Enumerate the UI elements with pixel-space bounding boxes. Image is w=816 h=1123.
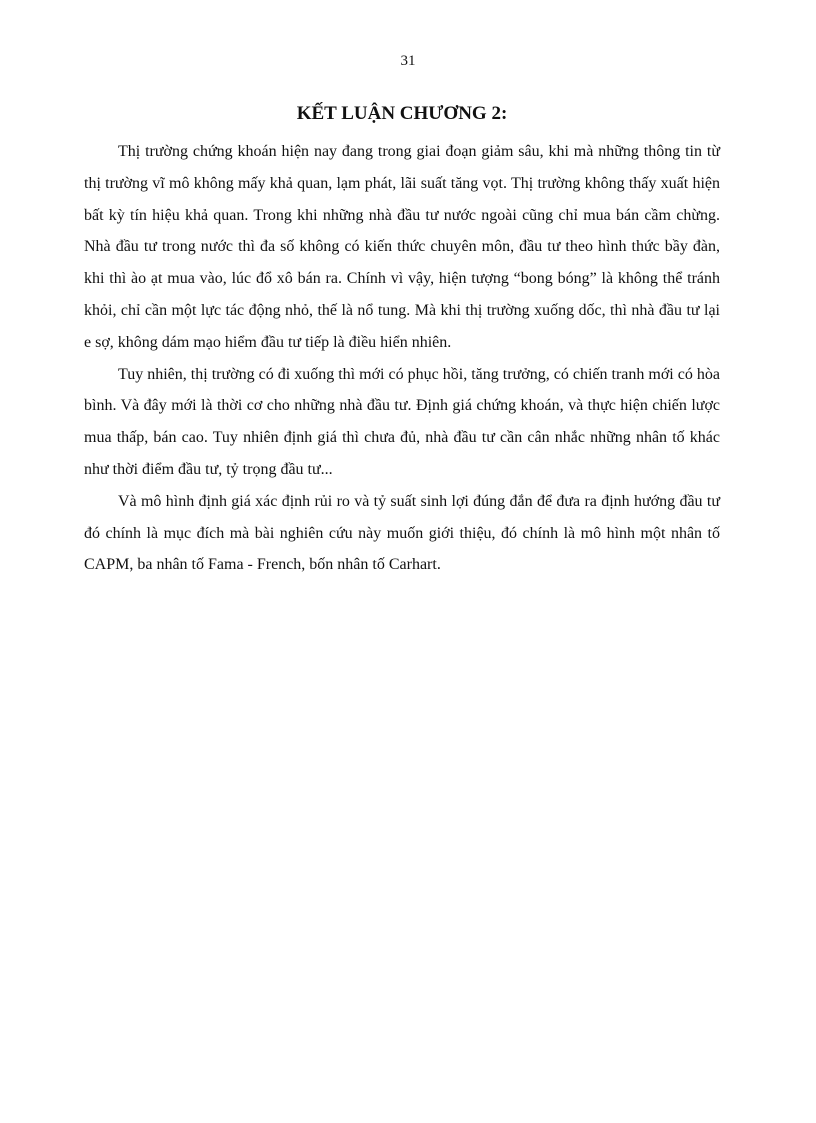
page-number: 31 [400, 53, 416, 69]
paragraph-research-purpose: Và mô hình định giá xác định rủi ro và tỷ suất sinh lợi đúng đắn để đưa ra định hướng đầu tư đó chính là mục đích mà bài nghiên cứu này muốn giới thiệu, đó chính là mô hình một nhân tố CAPM, ba nhân tố Fama - French, bốn nhân tố Carhart. [84, 492, 720, 574]
page-content [84, 102, 720, 581]
paragraph-market-situation: Thị trường chứng khoán hiện nay đang trong giai đoạn giảm sâu, khi mà những thông tin từ thị trường vĩ mô không mấy khả quan, lạm phát, lãi suất tăng vọt. Thị trường không thấy xuất hiện bất kỳ tín hiệu khả quan. Trong khi những nhà đầu tư nước ngoài cũng chỉ mua bán cầm chừng. Nhà đầu tư trong nước thì đa số không có kiến thức chuyên môn, đầu tư theo hình thức bầy đàn, khi thì ào ạt mua vào, lúc đổ xô bán ra. Chính vì vậy, hiện tượng “bong bóng” là không thể tránh khỏi, chỉ cần một lực tác động nhỏ, thế là nổ tung. Mà khi thị trường xuống dốc, thì nhà đầu tư lại e sợ, không dám mạo hiểm đầu tư tiếp là điều hiển nhiên. [84, 143, 720, 351]
paragraph-opportunity: Tuy nhiên, thị trường có đi xuống thì mới có phục hồi, tăng trưởng, có chiến tranh mới có hòa bình. Và đây mới là thời cơ cho những nhà đầu tư. Định giá chứng khoán, và thực hiện chiến lược mua thấp, bán cao. Tuy nhiên định giá thì chưa đủ, nhà đầu tư cần cân nhắc những nhân tố khác như thời điểm đầu tư, tỷ trọng đầu tư... [84, 365, 720, 478]
chapter-conclusion-title: KẾT LUẬN CHƯƠNG 2: [296, 103, 508, 124]
